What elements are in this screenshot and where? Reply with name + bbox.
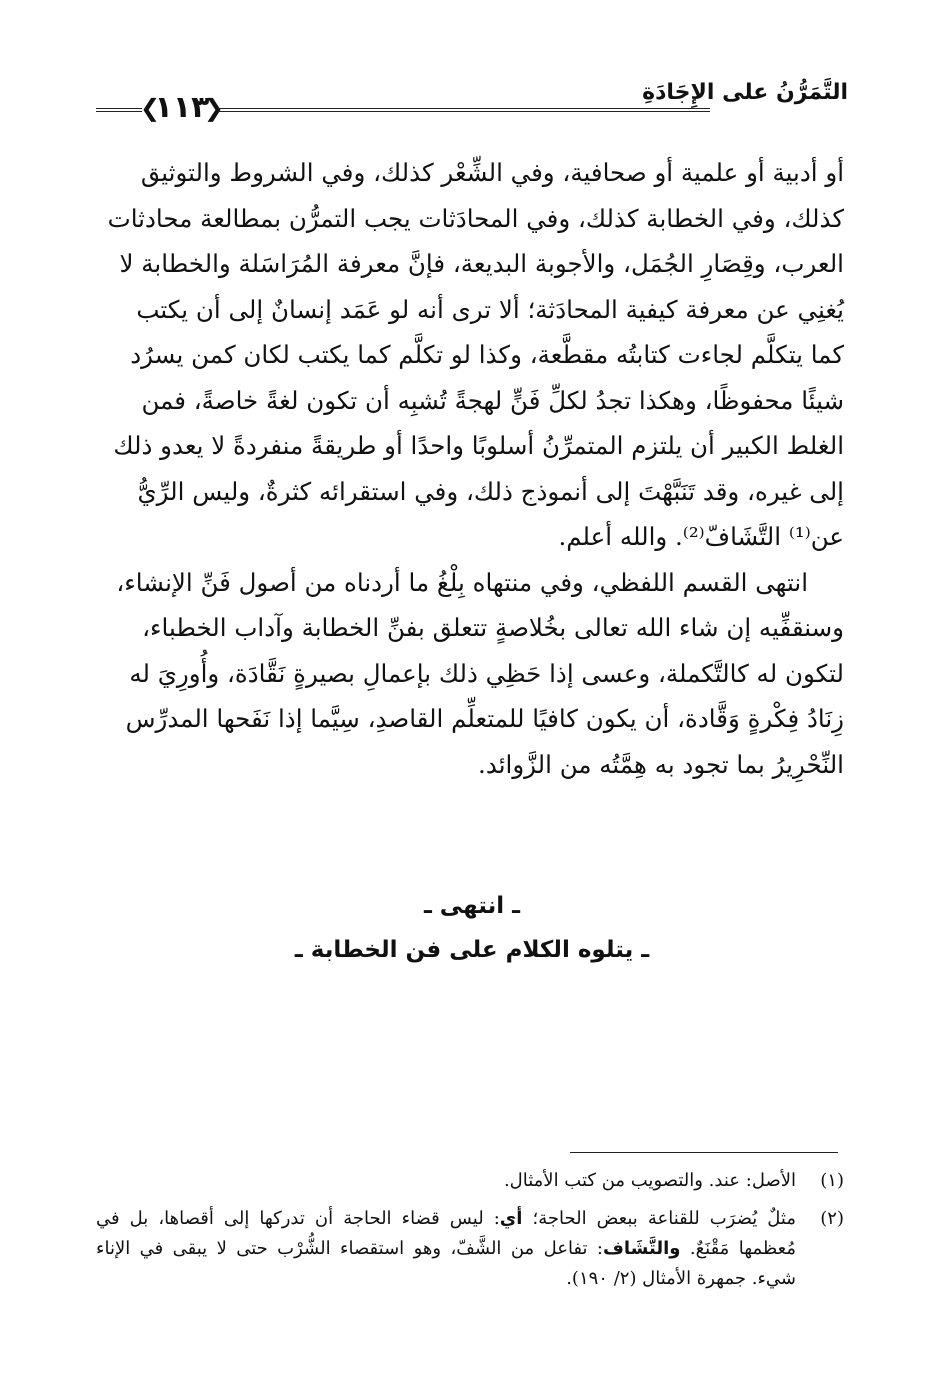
footnote-text: : ليس قضاء الحاجة أن تدركها إلى أقصاها، بل في مُعظمها مَقْنَعٌ. <box>96 1208 797 1259</box>
header-rule-left <box>96 108 142 112</box>
footnote-term: والتَّشَاف <box>603 1238 681 1259</box>
footnote <box>96 1204 844 1294</box>
page-number: ❮ ١١٣ ❯ <box>146 88 218 128</box>
footnote-text: مثلٌ يُضرَب للقناعة ببعض الحاجة؛ <box>522 1208 796 1229</box>
footnote-number: (٢) <box>820 1208 844 1229</box>
page-header <box>96 78 848 124</box>
footnote-separator <box>570 1152 838 1153</box>
paragraph: أو أدبية أو علمية أو صحافية، وفي الشِّعْر كذلك، وفي الشروط والتوثيق كذلك، وفي الخطابة كذلك، وفي المحادَثات يجب التمرُّن بمطالعة محادثات العرب، وقِصَارِ الجُمَل، والأجوبة البديعة، فإنَّ معرفة المُرَاسَلة والخطابة لا يُغنِي عن معرفة كيفية المحادَثة؛ ألا ترى أنه لو عَمَد إنسانٌ إلى أن يكتب كما يتكلَّم لجاءت كتابتُه مقطَّعة، وكذا لو تكلَّم كما يكتب لكان كمن يسرُد شيئًا محفوظًا، وهكذا تجدُ لكلِّ فَنٍّ لهجةً تُشبِه أن تكون لغةً خاصةً، فمن الغلط الكبير أن يلتزم المتمرِّنُ أسلوبًا واحدًا أو طريقةً منفردةً لا يعدو ذلك إلى غيره، وقد تَنَبَّهْتَ إلى أنموذج ذلك، وفي استقرائه كثرةٌ، وليس الرِّيُّ عن⁽¹⁾ التَّشَافّ⁽²⁾. والله أعلم. <box>107 158 844 551</box>
footnotes <box>96 1166 844 1302</box>
footnote-number: (١) <box>820 1170 844 1191</box>
paragraph: انتهى القسم اللفظي، وفي منتهاه بِلْغُ ما أردناه من أصول فَنِّ الإنشاء، وسنقفِّيه إن شاء الله تعالى بخُلاصةٍ تتعلق بفنِّ الخطابة وآداب الخطباء، لتكون له كالتَّكملة، وعسى إذا حَظِي ذلك بإعمالِ بصيرةٍ نَقَّادَة، وأُورِيَ له زِنَادُ فِكْرةٍ وَقَّادة، أن يكون كافيًا للمتعلِّم القاصدِ، سِيَّما إذا نَفَحها المدرِّس النِّحْرِيرُ بما تجود به هِمَّتُه من الزَّوائد. <box>116 567 844 779</box>
header-rule <box>218 108 710 112</box>
running-title: التَّمَرُّنُ على الإِجَادَةِ <box>642 80 848 105</box>
footnote-term: أي <box>499 1208 523 1229</box>
footnote-text: الأصل: عند. والتصويب من كتب الأمثال. <box>503 1170 796 1191</box>
closing-block <box>0 884 944 972</box>
footnote-text: : تفاعل من الشَّفّ، وهو استقصاء الشُّرْب حتى لا يبقى في الإناء شيء. جمهرة الأمثال (٢/ ١٩٠). <box>96 1238 796 1289</box>
footnote <box>96 1166 844 1196</box>
body-text <box>100 150 844 787</box>
next-section-label: ـ يتلوه الكلام على فن الخطابة ـ <box>294 937 650 963</box>
end-label: ـ انتهى ـ <box>423 893 521 919</box>
